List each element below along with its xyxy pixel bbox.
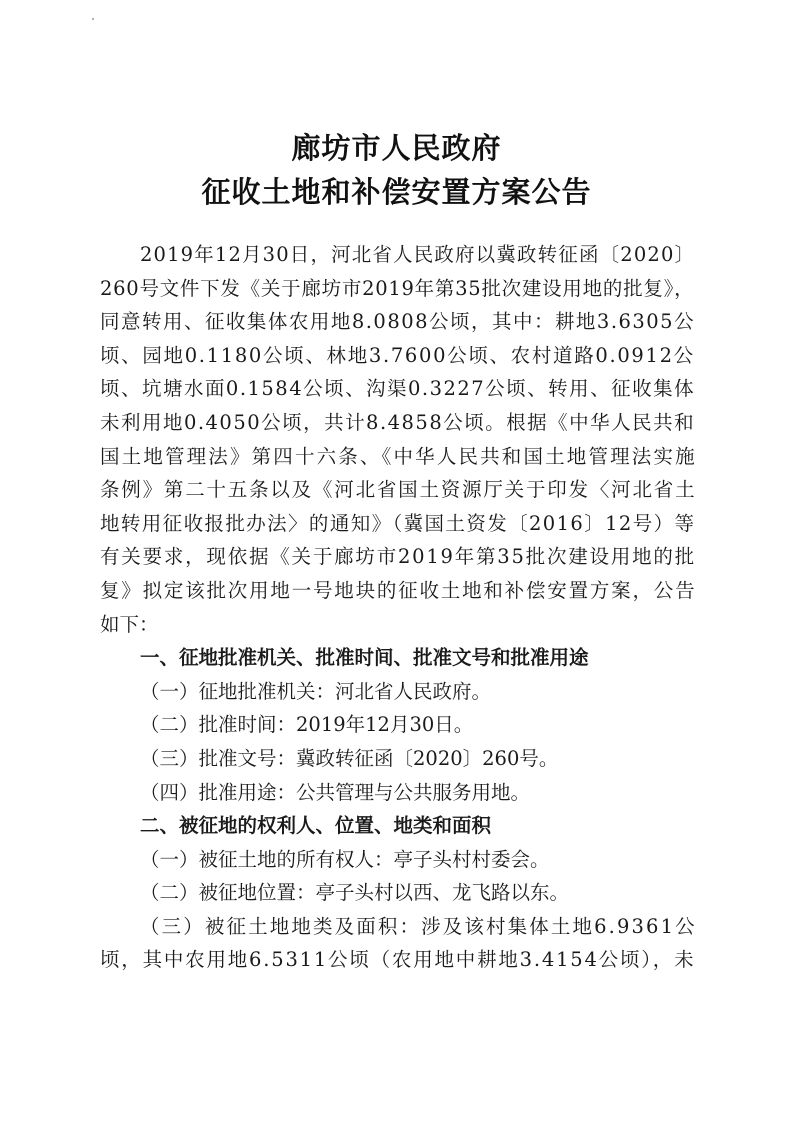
paragraph1-line: 如下： [100,612,159,636]
document-body [100,238,700,977]
paragraph1-line: 条例》第二十五条以及《河北省国土资源厅关于印发〈河北省土 [100,478,697,502]
paragraph1-line: 260号文件下发《关于廊坊市2019年第35批次建设用地的批复》， [100,276,695,300]
section2-item3-line: （三）被征土地地类及面积：涉及该村集体土地6.9361公 [140,914,697,938]
paragraph1-line: 2019年12月30日，河北省人民政府以冀政转征函〔2020〕 [140,243,696,266]
section1-item: （一）征地批准机关：河北省人民政府。 [140,679,492,703]
paragraph1-line: 未利用地0.4050公顷，共计8.4858公顷。根据《中华人民共和 [100,410,696,434]
section2-heading: 二、被征地的权利人、位置、地类和面积 [140,814,492,838]
section1-heading: 一、征地批准机关、批准时间、批准文号和批准用途 [140,646,589,670]
section2-item3-line: 顷，其中农用地6.5311公顷（农用地中耕地3.4154公顷），未 [100,948,696,972]
document-title-line1: 廊坊市人民政府 [291,131,502,165]
paragraph1-line: 有关要求，现依据《关于廊坊市2019年第35批次建设用地的批 [100,545,696,569]
paragraph1-line: 地转用征收报批办法〉的通知》（冀国土资发〔2016〕12号）等 [100,511,696,535]
section1-item: （二）批准时间：2019年12月30日。 [140,713,474,737]
scan-speck [92,18,94,20]
section2-item: （一）被征土地的所有权人：亭子头村村委会。 [140,847,550,871]
document-title-line2: 征收土地和补偿安置方案公告 [201,175,592,209]
section1-item: （四）批准用途：公共管理与公共服务用地。 [140,780,531,804]
paragraph1-line: 同意转用、征收集体农用地8.0808公顷，其中：耕地3.6305公 [100,310,696,334]
paragraph1-line: 顷、坑塘水面0.1584公顷、沟渠0.3227公顷、转用、征收集体 [100,377,696,401]
paragraph1-line: 复》拟定该批次用地一号地块的征收土地和补偿安置方案，公告 [100,578,697,602]
paragraph1-line: 国土地管理法》第四十六条、《中华人民共和国土地管理法实施 [100,444,697,468]
section1-item: （三）批准文号：冀政转征函〔2020〕260号。 [140,746,559,770]
paragraph1-line: 顷、园地0.1180公顷、林地3.7600公顷、农村道路0.0912公 [100,343,695,367]
section2-item: （二）被征地位置：亭子头村以西、龙飞路以东。 [140,881,570,905]
